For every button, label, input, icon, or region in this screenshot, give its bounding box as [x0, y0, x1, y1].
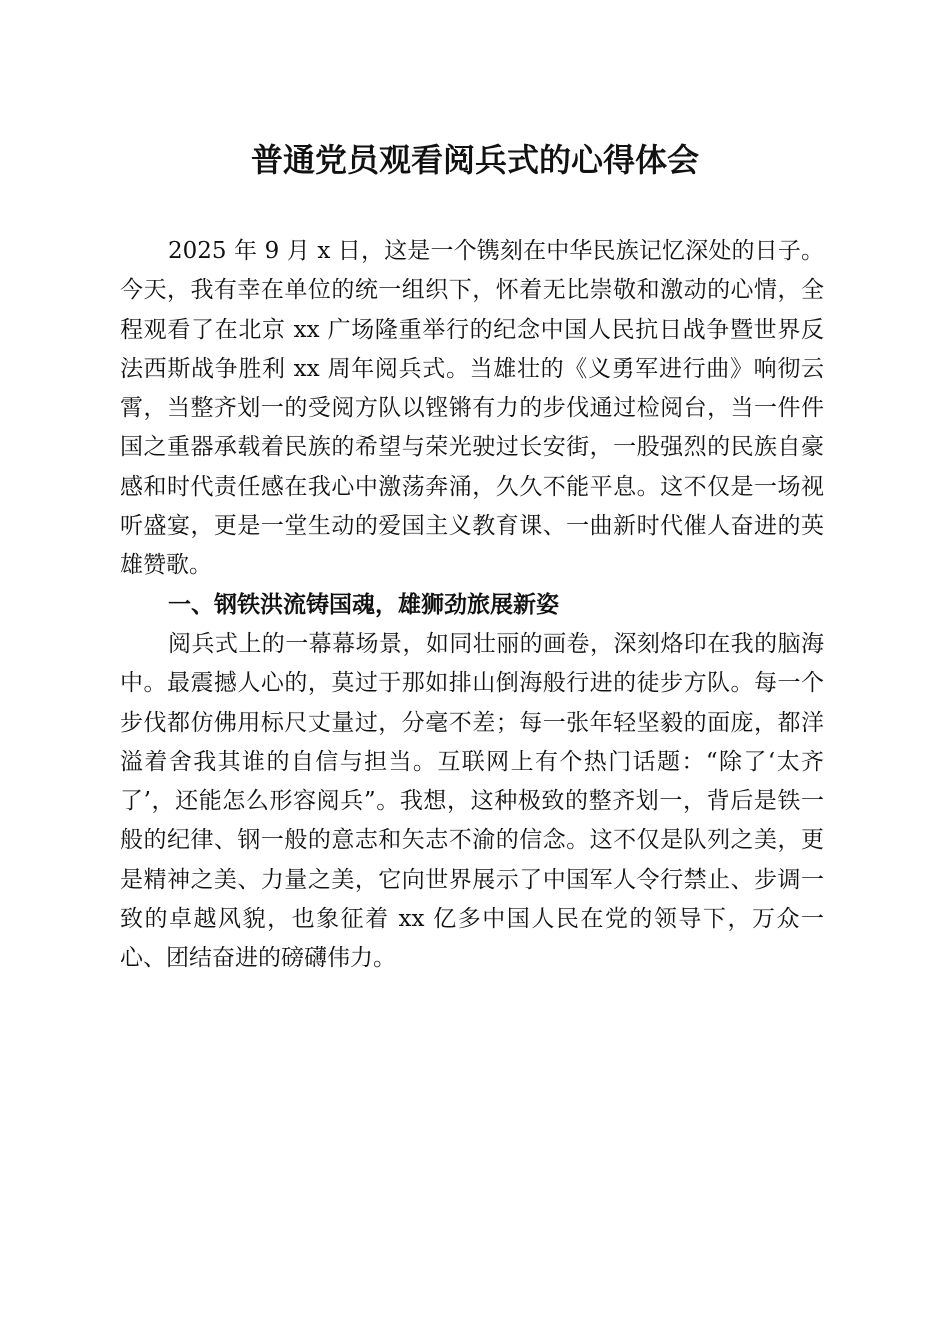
section-heading-1: 一、钢铁洪流铸国魂，雄狮劲旅展新姿 [168, 591, 559, 618]
document-body [120, 232, 824, 979]
page-title: 普通党员观看阅兵式的心得体会 [250, 141, 699, 179]
paragraph-section-1: 阅兵式上的一幕幕场景，如同壮丽的画卷，深刻烙印在我的脑海中。最震撼人心的，莫过于那如排山倒海般行进的徒步方队。每一个步伐都仿佛用标尺丈量过，分毫不差；每一张年轻坚毅的面庞，都洋溢着舍我其谁的自信与担当。互联网上有个热门话题：“除了‘太齐了’，还能怎么形容阅兵”。我想，这种极致的整齐划一，背后是铁一般的纪律、钢一般的意志和矢志不渝的信念。这不仅是队列之美，更是精神之美、力量之美，它向世界展示了中国军人令行禁止、步调一致的卓越风貌，也象征着 xx 亿多中国人民在党的领导下，万众一心、团结奋进的磅礴伟力。 [120, 630, 824, 972]
paragraph-intro: 2025 年 9 月 x 日，这是一个镌刻在中华民族记忆深处的日子。今天，我有幸在单位的统一组织下，怀着无比崇敬和激动的心情，全程观看了在北京 xx 广场隆重举行的纪念中国人民抗日战争暨世界反法西斯战争胜利 xx 周年阅兵式。当雄壮的《义勇军进行曲》响彻云霄，当整齐划一的受阅方队以铿锵有力的步伐通过检阅台，当一件件国之重器承载着民族的希望与荣光驶过长安街，一股强烈的民族自豪感和时代责任感在我心中激荡奔涌，久久不能平息。这不仅是一场视听盛宴，更是一堂生动的爱国主义教育课、一曲新时代催人奋进的英雄赞歌。 [120, 238, 824, 579]
